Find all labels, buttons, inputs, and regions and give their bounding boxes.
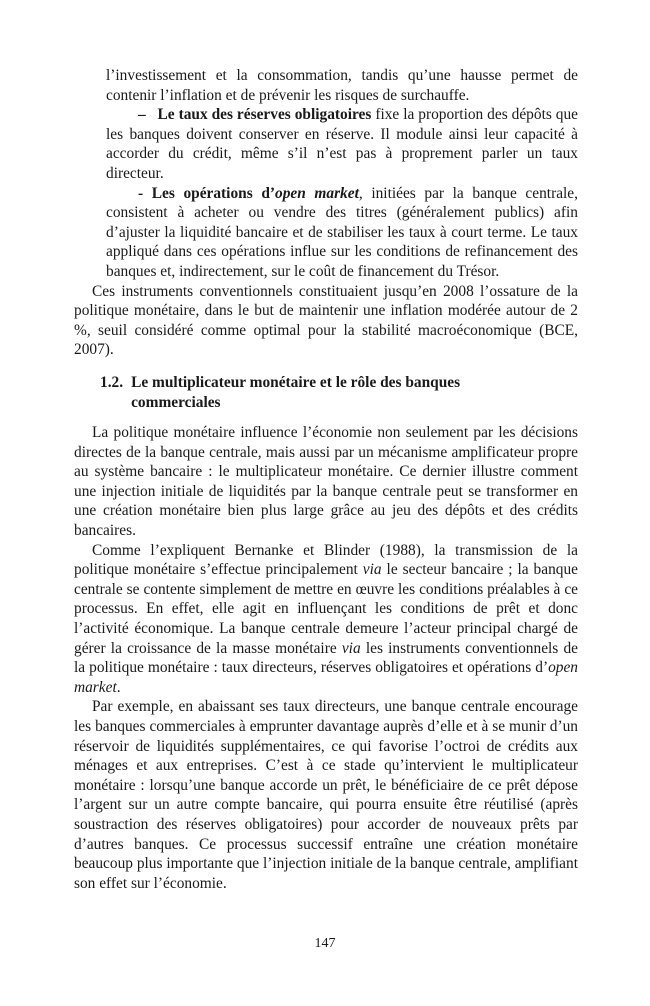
instrument-list bbox=[74, 66, 578, 282]
term-open-market: open market bbox=[275, 184, 359, 202]
bernanke-part4: . bbox=[116, 678, 121, 696]
via-italic-1: via bbox=[362, 561, 382, 579]
paragraph-conventional-instruments: Ces instruments conventionnels constituaient jusqu’en 2008 l’ossature de la politique monétaire, dans le but de maintenir une inflation modérée autour de 2 %, seuil considéré comme optimal pour la stabilité macroéconomique (BCE, 2007). bbox=[74, 282, 578, 359]
bernanke-part1: Comme l’expliquent Bernanke et Blinder (1988), la transmission de la politique monétaire s’effectue principalement bbox=[74, 541, 578, 579]
reserve-requirements-text: fixe la proportion des dépôts que les banques doivent conserver en réserve. Il module ainsi leur capacité à accorder du crédit, même s’il n’est pas à proprement parler un taux directeur. bbox=[106, 106, 578, 182]
paragraph-example: Par exemple, en abaissant ses taux directeurs, une banque centrale encourage les banques commerciales à emprunter davantage auprès d’elle et à se munir d’un réservoir de liquidités supplémentaires, ce qui favorise l’octroi de crédits aux ménages et aux entreprises. C’est à ce stade qu’intervient le multiplicateur monétaire : lorsqu’une banque accorde un prêt, le bénéficiaire de ce prêt dépose l’argent sur un autre compte bancaire, qui pourra ensuite être réutilisé (après soustraction des réserves obligatoires) pour accorder de nouveaux prêts par d’autres banques. Ce processus successif entraîne une création monétaire beaucoup plus importante que l’injection initiale de la banque centrale, amplifiant son effet sur l’économie. bbox=[74, 698, 578, 892]
list-item-open-market bbox=[106, 184, 578, 282]
bernanke-part2: le secteur bancaire ; la banque centrale se contente simplement de mettre en œuvre les conditions préalables à ce processus. En effet, elle agit en influençant les conditions de prêt et donc l’activité économique. La banque centrale demeure l’acteur principal chargé de gérer la croissance de la masse monétaire bbox=[74, 561, 578, 657]
page-body bbox=[74, 66, 578, 893]
section-number: 1.2. bbox=[100, 373, 124, 391]
dash-marker: – bbox=[138, 106, 146, 124]
page-number: 147 bbox=[314, 936, 336, 951]
via-italic-2: via bbox=[341, 639, 361, 657]
term-reserve-requirements: Le taux des réserves obligatoires bbox=[157, 106, 372, 124]
open-market-prefix: - Les opérations d’ bbox=[138, 184, 275, 202]
section-title: Le multiplicateur monétaire et le rôle des banques commerciales bbox=[131, 373, 461, 411]
paragraph-bernanke-blinder bbox=[74, 541, 578, 698]
open-market-italic: open market bbox=[74, 659, 578, 696]
open-market-text: , initiées par la banque centrale, consistent à acheter ou vendre des titres (généralement publics) afin d’ajuster la liquidité bancaire et de stabiliser les taux à court terme. Le taux appliqué dans ces opérations influe sur les conditions de refinancement des banques et, indirectement, sur le coût de financement du Trésor. bbox=[106, 184, 578, 280]
section-heading bbox=[74, 373, 578, 412]
paragraph-multiplier-intro: La politique monétaire influence l’économie non seulement par les décisions directes de la banque centrale, mais aussi par un mécanisme amplificateur propre au système bancaire : le multiplicateur monétaire. Ce dernier illustre comment une injection initiale de liquidités par la banque centrale peut se transformer en une création monétaire bien plus large grâce au jeu des dépôts et des crédits bancaires. bbox=[74, 424, 578, 540]
bernanke-part3: les instruments conventionnels de la politique monétaire : taux directeurs, réserves obligatoires et opérations d’ bbox=[74, 639, 578, 677]
list-continuation: l’investissement et la consommation, tandis qu’une hausse permet de contenir l’inflation et de prévenir les risques de surchauffe. bbox=[106, 67, 578, 104]
list-item-reserve-requirements bbox=[106, 105, 578, 183]
